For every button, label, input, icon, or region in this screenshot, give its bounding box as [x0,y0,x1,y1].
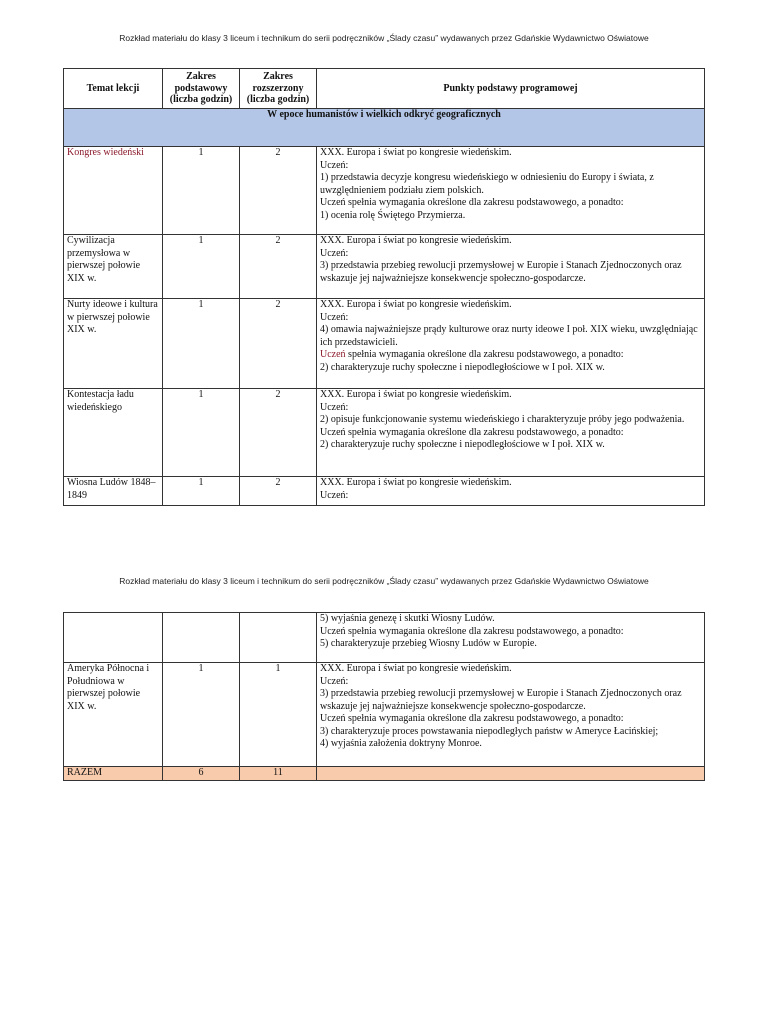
basic-hours-cell: 1 [163,663,240,767]
total-row [64,767,705,781]
point-line: 2) charakteryzuje ruchy społeczne i niepodległościowe w I poł. XIX w. [320,361,605,373]
topic-cell [64,613,163,663]
point-line: 5) charakteryzuje przebieg Wiosny Ludów w Europie. [320,638,537,649]
curriculum-points-cell [317,663,705,767]
point-line: Uczeń spełnia wymagania określone dla zakresu podstawowego, a ponadto: [320,713,624,724]
point-line: Uczeń: [320,159,349,171]
table-row [64,389,705,477]
basic-hours-cell: 1 [163,477,240,506]
point-line: XXX. Europa i świat po kongresie wiedeńskim. [320,235,512,246]
header-topic: Temat lekcji [64,69,163,109]
extended-hours-cell [240,613,317,663]
basic-hours-cell: 1 [163,235,240,299]
topic-cell: Wiosna Ludów 1848–1849 [64,477,163,506]
table-row [64,235,705,299]
basic-hours-cell [163,613,240,663]
point-line: Uczeń spełnia wymagania określone dla zakresu podstawowego, a ponadto: [320,197,624,208]
point-line: 3) przedstawia przebieg rewolucji przemysłowej w Europie i Stanach Zjednoczonych oraz wskazuje jej najważniejsze konsekwencje społeczno-gospodarcze. [320,260,682,284]
point-line: 3) charakteryzuje proces powstawania niepodległych państw w Ameryce Łacińskiej; [320,725,659,737]
extended-hours-cell: 2 [240,299,317,389]
section-title: W epoce humanistów i wielkich odkryć geograficznych [64,109,705,147]
total-extended-hours: 11 [240,767,317,781]
point-line: Uczeń: [320,401,349,413]
highlighted-word: Uczeń [320,349,346,360]
curriculum-points-cell [317,613,705,663]
point-line: 2) charakteryzuje ruchy społeczne i niepodległościowe w I poł. XIX w. [320,439,605,450]
extended-hours-cell: 2 [240,235,317,299]
point-line: XXX. Europa i świat po kongresie wiedeńskim. [320,299,512,310]
point-line: 3) przedstawia przebieg rewolucji przemysłowej w Europie i Stanach Zjednoczonych oraz wskazuje jej najważniejsze konsekwencje społeczno-gospodarcze. [320,688,682,712]
point-line: 2) opisuje funkcjonowanie systemu wiedeńskiego i charakteryzuje próby jego podważenia. [320,414,685,425]
extended-hours-cell: 2 [240,389,317,477]
total-label: RAZEM [64,767,163,781]
table-row [64,613,705,663]
curriculum-points-cell [317,477,705,506]
basic-hours-cell: 1 [163,389,240,477]
table-row [64,477,705,506]
table-row [64,299,705,389]
curriculum-points-cell [317,147,705,235]
curriculum-points-cell [317,389,705,477]
point-line: 4) omawia najważniejsze prądy kulturowe oraz nurty ideowe I poł. XIX wieku, uwzględniając ich przedstawicieli. [320,324,698,348]
point-line: XXX. Europa i świat po kongresie wiedeńskim. [320,663,512,674]
point-line: 5) wyjaśnia genezę i skutki Wiosny Ludów. [320,613,495,624]
extended-hours-cell: 2 [240,477,317,506]
point-line: XXX. Europa i świat po kongresie wiedeńskim. [320,147,512,158]
point-line: XXX. Europa i świat po kongresie wiedeńskim. [320,477,512,488]
page-header: Rozkład materiału do klasy 3 liceum i technikum do serii podręczników „Ślady czasu” wydawanych przez Gdańskie Wydawnictwo Oświatowe [119,33,649,43]
topic-cell: Kontestacja ładu wiedeńskiego [64,389,163,477]
schedule-table-page-2 [63,612,705,781]
point-line: XXX. Europa i świat po kongresie wiedeńskim. [320,389,512,400]
total-basic-hours: 6 [163,767,240,781]
topic-cell: Kongres wiedeński [64,147,163,235]
table-row [64,147,705,235]
point-line: Uczeń spełnia wymagania określone dla zakresu podstawowego, a ponadto: [320,625,624,637]
point-line: Uczeń spełnia wymagania określone dla zakresu podstawowego, a ponadto: [320,426,624,438]
basic-hours-cell: 1 [163,147,240,235]
table-header-row [64,69,705,109]
page-header-2: Rozkład materiału do klasy 3 liceum i technikum do serii podręczników „Ślady czasu” wydawanych przez Gdańskie Wydawnictwo Oświatowe [119,576,649,586]
topic-cell: Cywilizacja przemysłowa w pierwszej połowie XIX w. [64,235,163,299]
point-line: 1) przedstawia decyzje kongresu wiedeńskiego w odniesieniu do Europy i świata, z uwzględnieniem podziału ziem polskich. [320,172,654,196]
section-row [64,109,705,147]
point-line: 4) wyjaśnia założenia doktryny Monroe. [320,738,482,749]
point-line-rest: spełnia wymagania określone dla zakresu podstawowego, a ponadto: [345,349,624,360]
extended-hours-cell: 1 [240,663,317,767]
point-line [320,349,701,362]
topic-cell: Ameryka Północna i Południowa w pierwszej połowie XIX w. [64,663,163,767]
point-line: Uczeń: [320,311,349,323]
topic-cell: Nurty ideowe i kultura w pierwszej połowie XIX w. [64,299,163,389]
total-empty-cell [317,767,705,781]
extended-hours-cell: 2 [240,147,317,235]
point-line: Uczeń: [320,247,349,259]
point-line: Uczeń: [320,675,349,687]
point-line: Uczeń: [320,489,349,501]
curriculum-points-cell [317,235,705,299]
point-line: 1) ocenia rolę Świętego Przymierza. [320,209,466,221]
header-extended-hours: Zakres rozszerzony (liczba godzin) [240,69,317,109]
header-curriculum-points: Punkty podstawy programowej [317,69,705,109]
table-row [64,663,705,767]
basic-hours-cell: 1 [163,299,240,389]
header-basic-hours: Zakres podstawowy (liczba godzin) [163,69,240,109]
curriculum-points-cell [317,299,705,389]
schedule-table-page-1 [63,68,705,506]
